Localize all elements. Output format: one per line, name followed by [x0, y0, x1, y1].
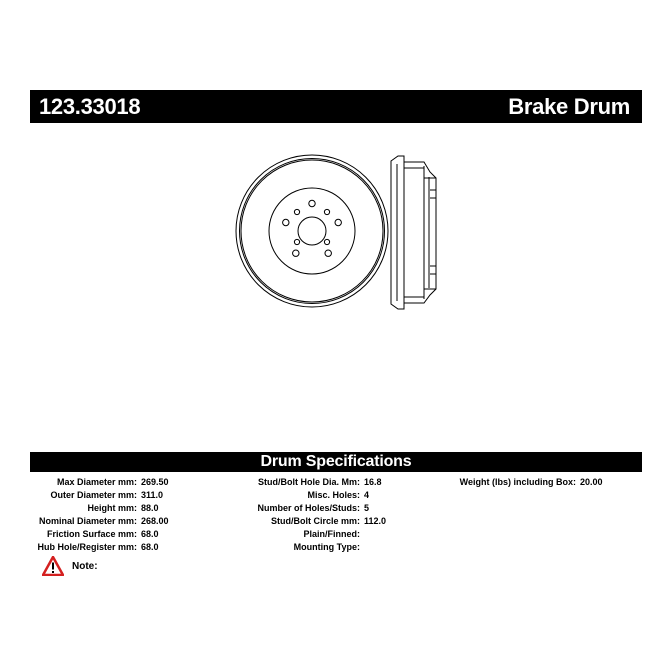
spec-row: [250, 489, 386, 502]
spec-label: Nominal Diameter mm:: [38, 516, 137, 526]
spec-label: Hub Hole/Register mm:: [37, 542, 137, 552]
spec-label: Weight (lbs) including Box:: [459, 477, 576, 487]
note-label: Note:: [72, 560, 98, 572]
spec-label: Misc. Holes:: [307, 490, 360, 500]
spec-value: 112.0: [364, 516, 387, 526]
spec-column-3: [450, 476, 603, 489]
spec-label: Plain/Finned:: [303, 529, 360, 539]
spec-row: [250, 476, 386, 489]
spec-value: [360, 528, 364, 541]
spec-label: Height mm:: [87, 503, 137, 513]
spec-row: [30, 515, 169, 528]
spec-label: Stud/Bolt Circle mm:: [270, 516, 360, 526]
spec-row: [30, 476, 169, 489]
spec-label: Outer Diameter mm:: [50, 490, 137, 500]
spec-value: [360, 541, 364, 554]
part-number: 123.33018: [39, 94, 141, 119]
front-view: [236, 155, 388, 307]
specifications-bar: [30, 452, 642, 472]
spec-row: [30, 541, 169, 554]
spec-row: [30, 489, 169, 502]
spec-row: [450, 476, 603, 489]
spec-value: 5: [364, 503, 370, 513]
note: [42, 556, 98, 576]
spec-value: 268.00: [141, 516, 169, 526]
spec-value: 68.0: [141, 529, 159, 539]
product-type: Brake Drum: [508, 94, 630, 119]
spec-label: Friction Surface mm:: [46, 529, 137, 539]
spec-row: [30, 502, 169, 515]
spec-column-1: [30, 476, 169, 554]
spec-value: 88.0: [141, 503, 159, 513]
spec-label: Max Diameter mm:: [56, 477, 137, 487]
spec-row: [250, 515, 386, 528]
spec-label: Mounting Type:: [293, 542, 360, 552]
spec-value: 311.0: [141, 490, 164, 500]
spec-column-2: [250, 476, 386, 554]
warning-triangle-icon: [42, 556, 64, 576]
spec-value: 4: [364, 490, 370, 500]
spec-row: [250, 528, 386, 541]
spec-value: 20.00: [580, 477, 603, 487]
spec-label: Stud/Bolt Hole Dia. Mm:: [258, 477, 360, 487]
spec-row: [250, 502, 386, 515]
spec-label: Number of Holes/Studs:: [257, 503, 360, 513]
spec-value: 16.8: [364, 477, 382, 487]
specifications-title: Drum Specifications: [260, 453, 412, 470]
spec-row: [250, 541, 386, 554]
spec-row: [30, 528, 169, 541]
side-view: [391, 156, 436, 309]
spec-value: 68.0: [141, 542, 159, 552]
spec-value: 269.50: [141, 477, 169, 487]
